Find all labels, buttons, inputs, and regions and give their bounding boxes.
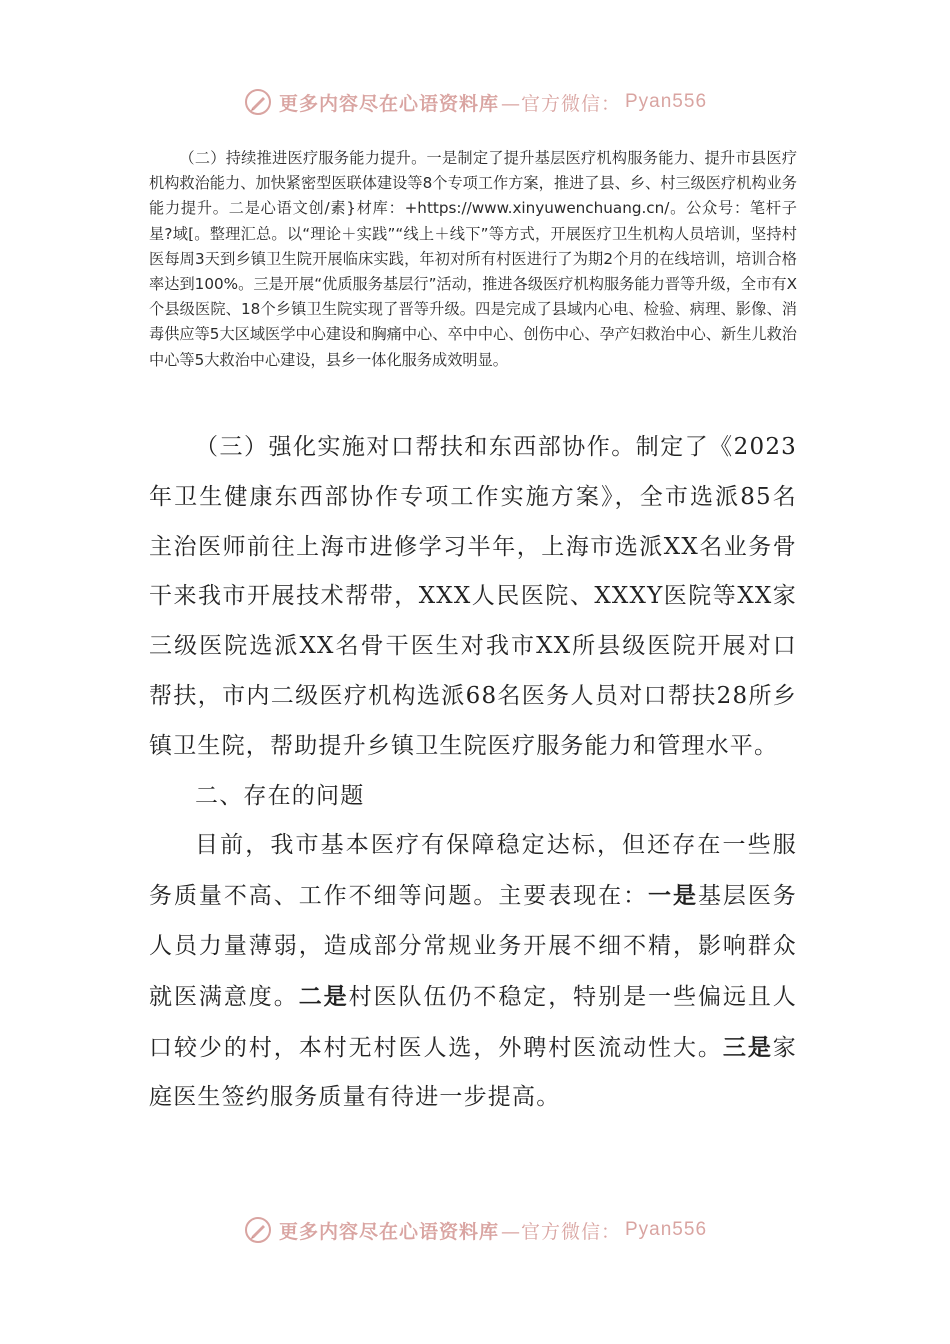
watermark-brand: 更多内容尽在心语资料库 [278, 1220, 499, 1243]
document-body [149, 423, 797, 1123]
section-heading-problems: 二、存在的问题 [195, 782, 365, 809]
pen-logo-icon [243, 1215, 273, 1245]
point-one-text: 基层医务人员力量薄弱，造成部分常规业务开展不细不精，影响群众就医满意度。 [149, 883, 797, 1010]
watermark-footer [0, 1210, 950, 1250]
watermark-header [0, 82, 950, 122]
watermark-brand: 更多内容尽在心语资料库 [278, 92, 499, 115]
point-two-label: 二是 [298, 982, 349, 1010]
point-three-label: 三是 [722, 1033, 773, 1061]
paragraph-problems [149, 821, 797, 1123]
point-three-text: 家庭医生签约服务质量有待进一步提高。 [149, 1034, 797, 1111]
paragraph-service-capacity: （二）持续推进医疗服务能力提升。一是制定了提升基层医疗机构服务能力、提升市县医疗机构救治能力、加快紧密型医联体建设等8个专项工作方案，推进了县、乡、村三级医疗机构业务能力提升。二是心语文创/素}材库：+https://www.xinyuwenchuang.cn/。公众号：笔杆子星?域[。整理汇总。以“理论＋实践”“线上＋线下”等方式，开展医疗卫生机构人员培训，坚持村医每周3天到乡镇卫生院开展临床实践，年初对所有村医进行了为期2个月的在线培训，培训合格率达到100%。三是开展“优质服务基层行”活动，推进各级医疗机构服务能力晋等升级，全市有X个县级医院、18个乡镇卫生院实现了晋等升级。四是完成了县域内心电、检验、病理、影像、消毒供应等5大区域医学中心建设和胸痛中心、卒中中心、创伤中心、孕产妇救治中心、新生儿救治中心等5大救治中心建设，县乡一体化服务成效明显。 [149, 149, 797, 369]
watermark-wechat-id: Pyan556 [625, 91, 708, 112]
problems-intro: 目前，我市基本医疗有保障稳定达标，但还存在一些服务质量不高、工作不细等问题。主要表现在： [149, 832, 797, 910]
watermark-label: —官方微信： [500, 92, 621, 115]
watermark-wechat-id: Pyan556 [625, 1219, 708, 1240]
point-two-text: 村医队伍仍不稳定，特别是一些偏远且人口较少的村，本村无村医人选，外聘村医流动性大。 [149, 983, 797, 1061]
pen-logo-icon [243, 87, 273, 117]
paragraph-counterpart-assistance: （三）强化实施对口帮扶和东西部协作。制定了《2023年卫生健康东西部协作专项工作实施方案》，全市选派85名主治医师前往上海市进修学习半年，上海市选派XX名业务骨干来我市开展技术帮带，XXX人民医院、XXXY医院等XX家三级医院选派XX名骨干医生对我市XX所县级医院开展对口帮扶，市内二级医疗机构选派68名医务人员对口帮扶28所乡镇卫生院，帮助提升乡镇卫生院医疗服务能力和管理水平。 [149, 434, 797, 759]
watermark-label: —官方微信： [500, 1220, 621, 1243]
point-one-label: 一是 [648, 882, 698, 910]
